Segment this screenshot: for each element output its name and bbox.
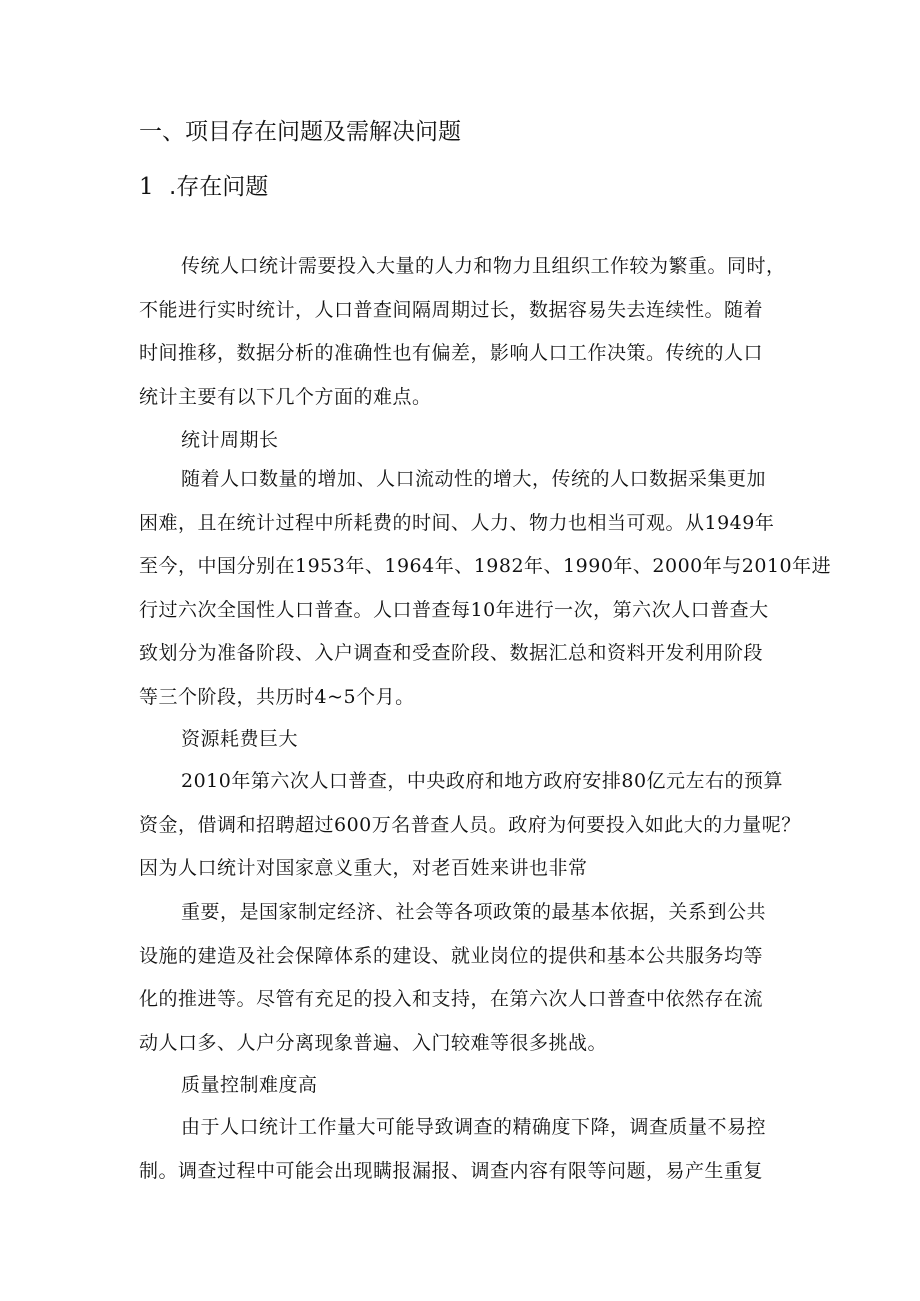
subheading-cycle: 统计周期长 (181, 429, 279, 451)
paragraph-line: 动人口多、人户分离现象普遍、入门较难等很多挑战。 (139, 1031, 608, 1054)
paragraph-line: 由于人口统计工作量大可能导致调查的精确度下降，调查质量不易控 (181, 1116, 767, 1138)
paragraph-line: 重要，是国家制定经济、社会等各项政策的最基本依据，关系到公共 (181, 901, 767, 923)
paragraph-cycle (139, 458, 832, 719)
subheading-resource: 资源耗费巨大 (181, 728, 299, 750)
paragraph-line: 化的推进等。尽管有充足的投入和支持，在第六次人口普查中依然存在流 (139, 988, 764, 1010)
paragraph-line: 制。调查过程中可能会出现瞒报漏报、调查内容有限等问题，易产生重复 (139, 1159, 764, 1182)
subheading-quality: 质量控制难度高 (181, 1074, 318, 1096)
paragraph-line: 随着人口数量的增加、人口流动性的增大，传统的人口数据采集更加 (181, 468, 767, 490)
paragraph-line: 传统人口统计需要投入大量的人力和物力且组织工作较为繁重。同时， (181, 255, 786, 277)
paragraph-line: 不能进行实时统计，人口普查间隔周期过长，数据容易失去连续性。随着 (139, 298, 764, 321)
paragraph-line: 致划分为准备阶段、入户调查和受查阶段、数据汇总和资料开发利用阶段 (139, 642, 764, 664)
paragraph-intro (139, 245, 787, 419)
paragraph-line: 行过六次全国性人口普查。人口普查每10年进行一次，第六次人口普查大 (139, 598, 769, 621)
paragraph-resource (139, 760, 801, 891)
paragraph-line: 等三个阶段，共历时4~5个月。 (139, 685, 415, 708)
paragraph-line: 统计主要有以下几个方面的难点。 (139, 385, 432, 408)
paragraph-line: 困难，且在统计过程中所耗费的时间、人力、物力也相当可观。从1949年 (139, 511, 775, 534)
subsection-number: 1 (139, 174, 154, 200)
subsection-title (139, 168, 268, 201)
subsection-title-text: .存在问题 (169, 174, 269, 200)
section-title: 一、项目存在问题及需解决问题 (139, 119, 461, 145)
paragraph-quality (139, 1106, 787, 1193)
paragraph-line: 因为人口统计对国家意义重大，对老百姓来讲也非常 (139, 857, 588, 879)
paragraph-importance (139, 891, 787, 1065)
paragraph-line: 时间推移，数据分析的准确性也有偏差，影响人口工作决策。传统的人口 (139, 342, 764, 364)
paragraph-line: 2010年第六次人口普查，中央政府和地方政府安排80亿元左右的预算 (181, 770, 784, 792)
paragraph-line: 资金，借调和招聘超过600万名普查人员。政府为何要投入如此大的力量呢？ (139, 813, 801, 836)
paragraph-line: 设施的建造及社会保障体系的建设、就业岗位的提供和基本公共服务均等 (139, 944, 764, 967)
paragraph-line: 至今，中国分别在1953年、1964年、1982年、1990年、2000年与2010年进 (139, 555, 832, 577)
